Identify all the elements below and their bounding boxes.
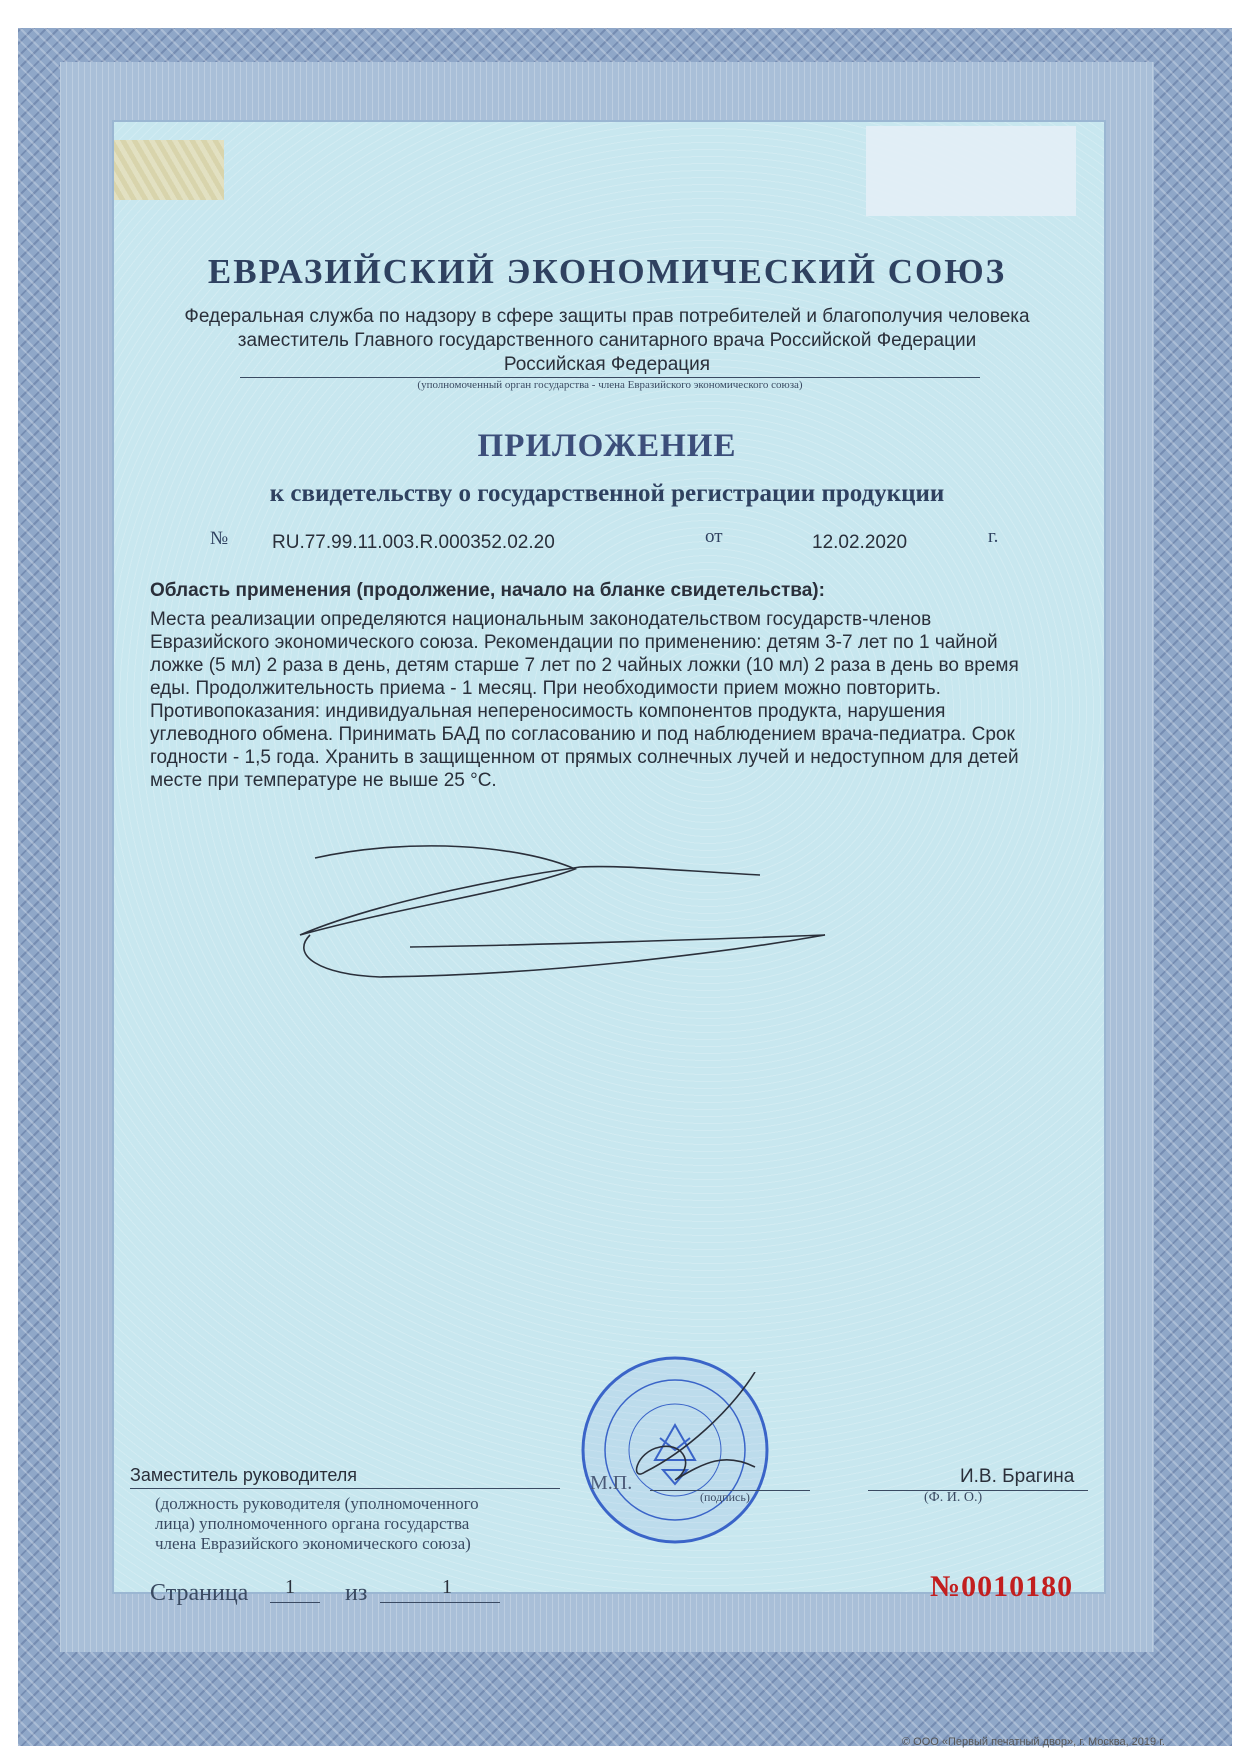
signatory-name: И.В. Брагина <box>960 1466 1075 1487</box>
position-note-line: лица) уполномоченного органа государства <box>155 1514 470 1533</box>
authority-note: (уполномоченный орган государства - члена Евразийского экономического союза) <box>240 377 980 391</box>
signatory-position: Заместитель руководителя <box>130 1465 358 1485</box>
page-current-underline <box>270 1602 320 1603</box>
position-note-line: члена Евразийского экономического союза) <box>155 1534 471 1553</box>
serial-number: №0010180 <box>930 1570 1074 1603</box>
position-note <box>155 1494 575 1554</box>
signature-note: (подпись) <box>700 1490 750 1504</box>
scope-text <box>150 608 1098 792</box>
scope-line: еды. Продолжительность приема - 1 месяц. При необходимости прием можно повторить. <box>150 678 941 699</box>
year-suffix: г. <box>988 526 999 547</box>
scope-line: Противопоказания: индивидуальная непереносимость компонентов продукта, нарушения <box>150 701 946 722</box>
handwritten-cross-out-stroke <box>290 835 850 995</box>
scope-line: ложке (5 мл) 2 раза в день, детям старше 7 лет по 2 чайных ложки (10 мл) 2 раза в день во время <box>150 655 1019 676</box>
agency-line-2: заместитель Главного государственного санитарного врача Российской Федерации <box>237 330 977 351</box>
number-label: № <box>210 528 229 549</box>
scope-heading: Область применения (продолжение, начало на бланке свидетельства): <box>150 580 825 601</box>
registration-number: RU.77.99.11.003.R.000352.02.20 <box>272 532 555 553</box>
scope-line: Места реализации определяются национальным законодательством государств-членов <box>150 609 932 630</box>
position-underline <box>130 1488 560 1489</box>
document-subtitle: к свидетельству о государственной регистрации продукции <box>269 480 945 507</box>
scope-line: углеводного обмена. Принимать БАД по согласованию и под наблюдением врача-педиатра. Срок <box>150 724 1015 745</box>
stamp-place-label: М.П. <box>590 1472 633 1494</box>
scope-line: Евразийского экономического союза. Рекомендации по применению: детям 3-7 лет по 1 чайной <box>150 632 998 653</box>
printer-imprint: © ООО «Первый печатный двор», г. Москва, 2019 г. <box>902 1736 1165 1748</box>
scope-line: месте при температуре не выше 25 °С. <box>150 770 497 791</box>
hologram-patch <box>114 140 224 200</box>
agency-line-3: Российская Федерация <box>503 354 711 375</box>
union-title: ЕВРАЗИЙСКИЙ ЭКОНОМИЧЕСКИЙ СОЮЗ <box>207 252 1007 291</box>
from-label: от <box>705 526 723 547</box>
page-of-label: из <box>345 1580 368 1606</box>
page-total: 1 <box>442 1576 452 1598</box>
scope-line: годности - 1,5 года. Хранить в защищенном от прямых солнечных лучей и недоступном для детей <box>150 747 1019 768</box>
page-label: Страница <box>150 1580 249 1606</box>
blank-corner-patch <box>866 126 1076 216</box>
registration-date: 12.02.2020 <box>812 532 908 553</box>
fio-note: (Ф. И. О.) <box>924 1490 983 1505</box>
page-total-underline <box>380 1602 500 1603</box>
page-current: 1 <box>285 1576 295 1598</box>
signature <box>615 1372 765 1492</box>
document-title: ПРИЛОЖЕНИЕ <box>477 428 737 464</box>
position-note-line: (должность руководителя (уполномоченного <box>155 1494 479 1513</box>
agency-line-1: Федеральная служба по надзору в сфере защиты прав потребителей и благополучия человека <box>184 306 1030 327</box>
